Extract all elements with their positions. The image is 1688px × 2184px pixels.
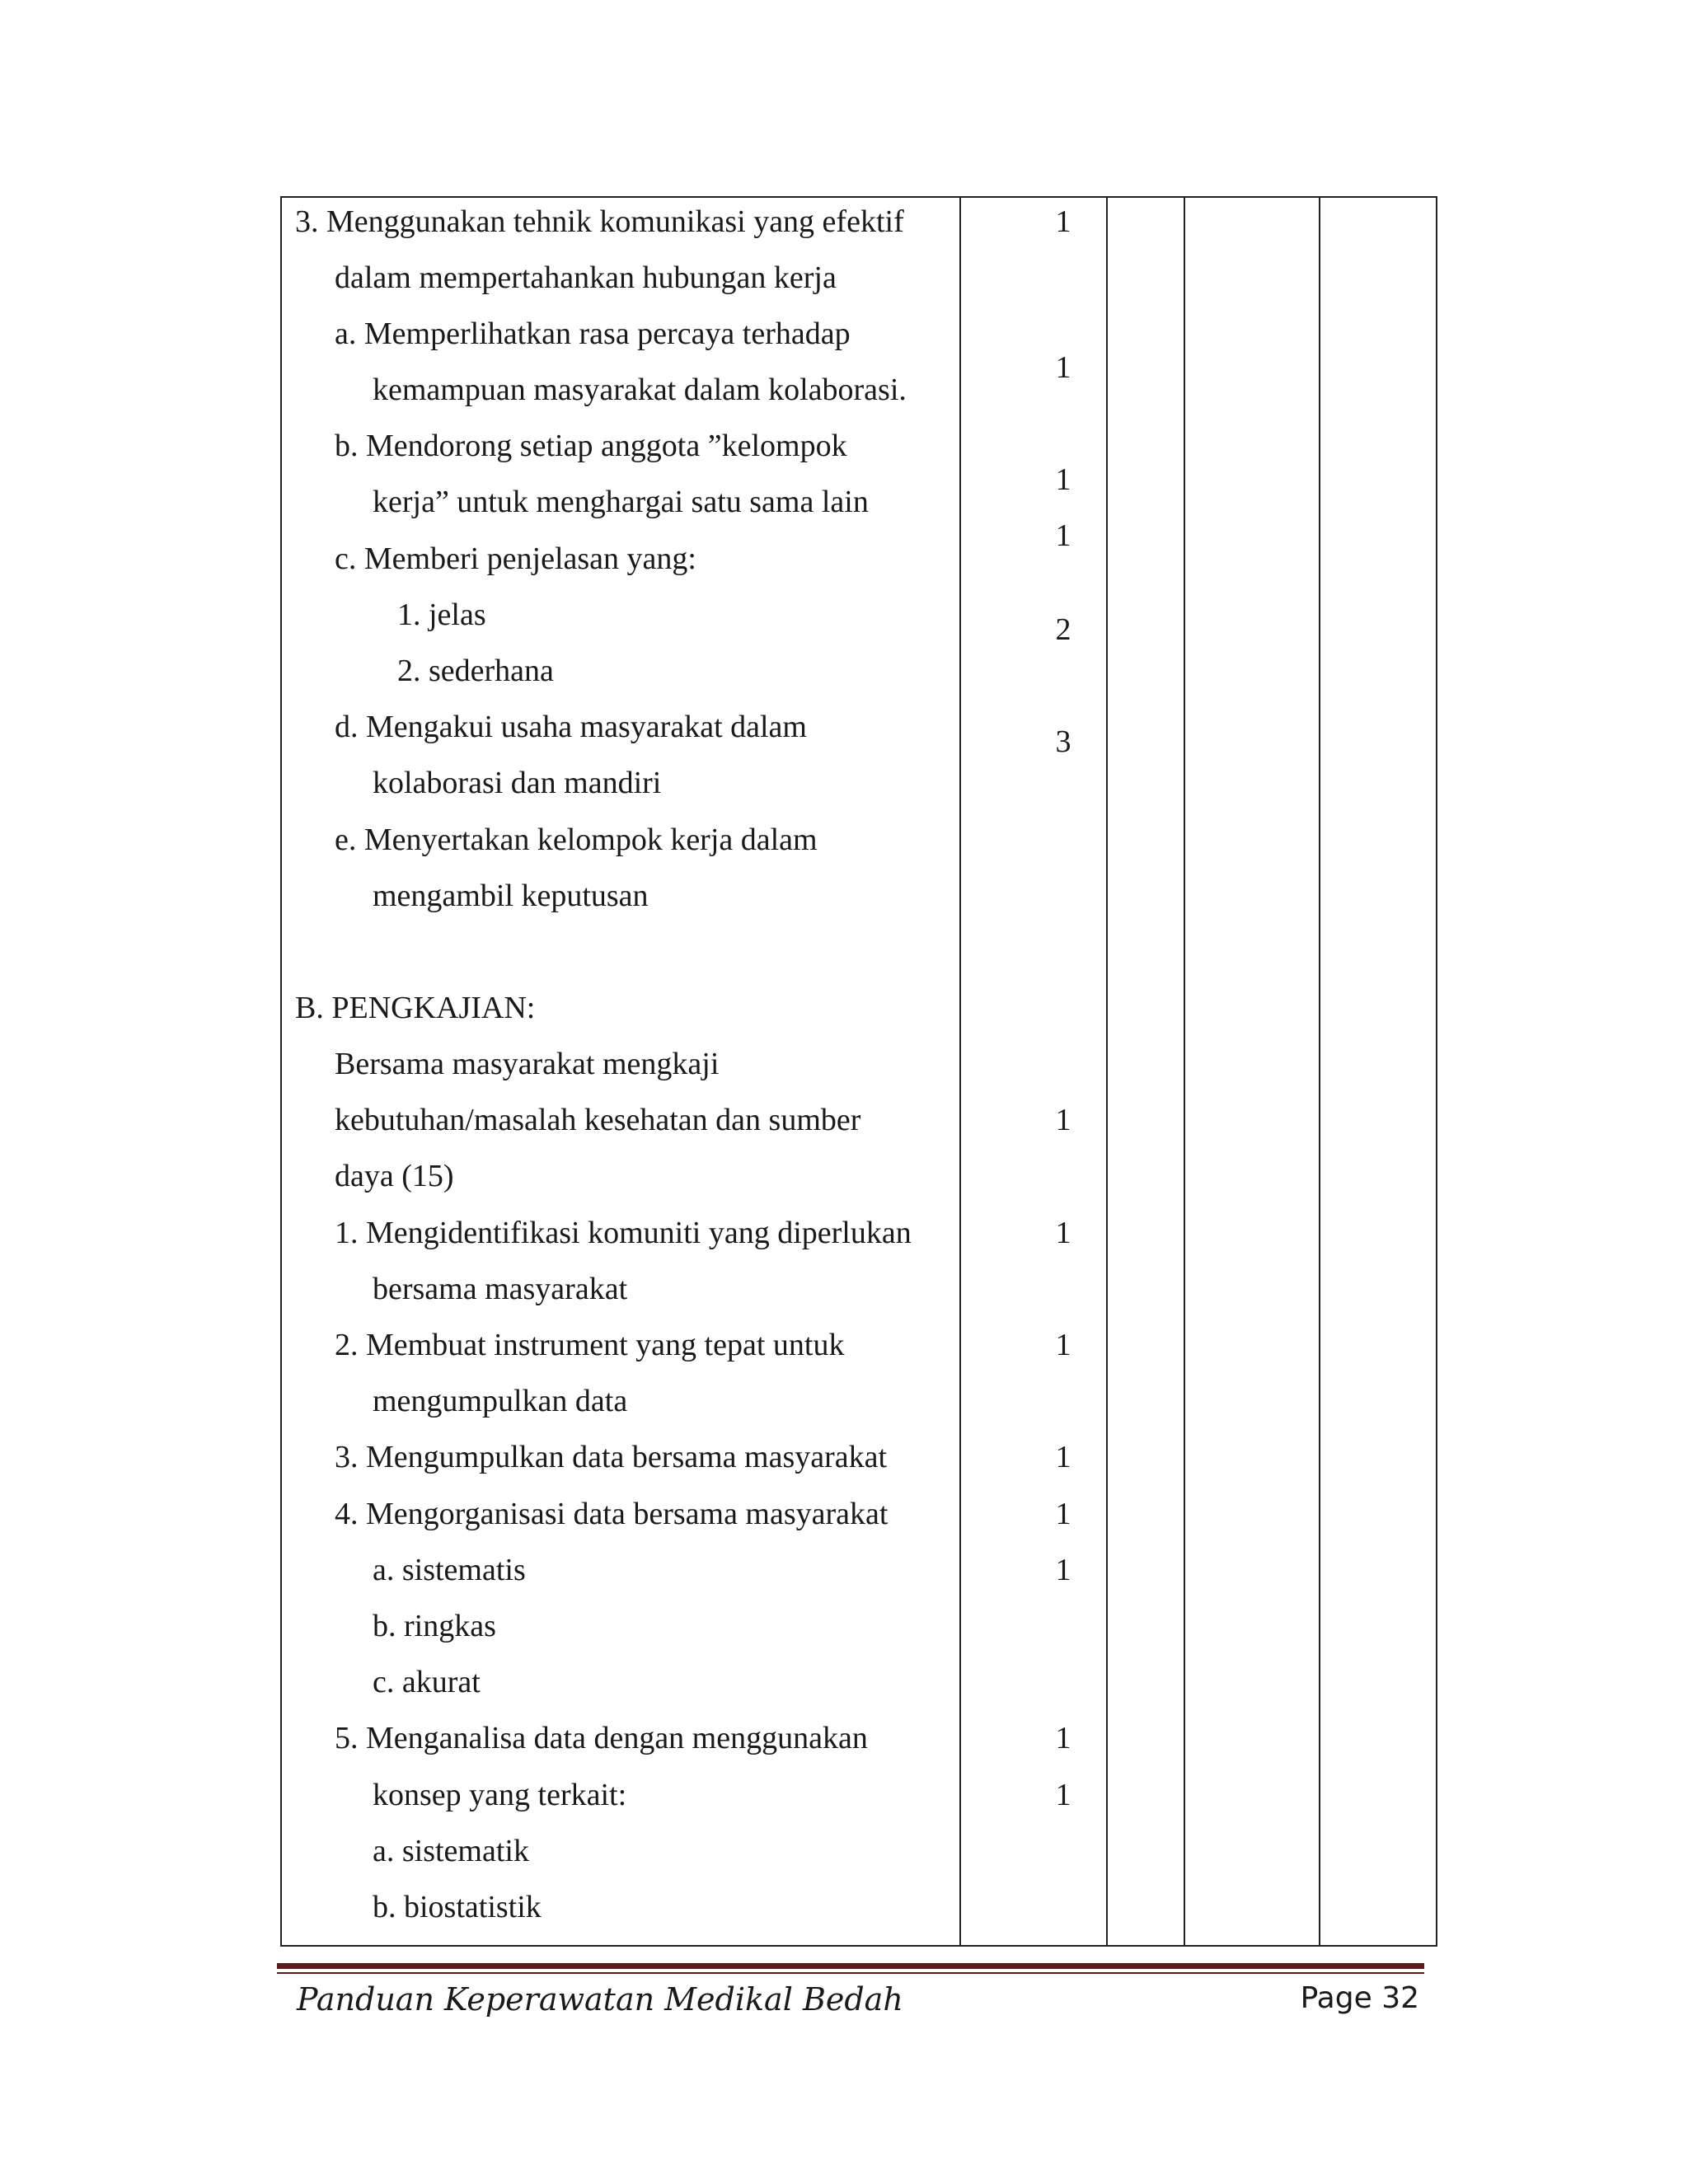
score-cell: 1 bbox=[1055, 1721, 1071, 1755]
score-cell: 2 bbox=[1055, 612, 1071, 647]
item-line: 1. jelas bbox=[397, 598, 486, 632]
item-line: 4. Mengorganisasi data bersama masyarakat bbox=[335, 1497, 889, 1531]
item-line: mengumpulkan data bbox=[373, 1384, 628, 1418]
footer-title: Panduan Keperawatan Medikal Bedah bbox=[297, 1981, 903, 2018]
score-cell: 1 bbox=[1055, 1440, 1071, 1474]
item-line: 2. Membuat instrument yang tepat untuk bbox=[335, 1328, 845, 1362]
score-cell: 1 bbox=[1055, 1216, 1071, 1250]
item-line: e. Menyertakan kelompok kerja dalam bbox=[335, 823, 818, 857]
item-line: kerja” untuk menghargai satu sama lain bbox=[373, 485, 869, 519]
score-cell: 1 bbox=[1055, 518, 1071, 553]
item-line: 3. Mengumpulkan data bersama masyarakat bbox=[335, 1440, 888, 1474]
item-line: kebutuhan/masalah kesehatan dan sumber bbox=[335, 1103, 861, 1137]
score-cell: 1 bbox=[1055, 1778, 1071, 1812]
item-line: c. akurat bbox=[373, 1665, 481, 1699]
score-cell: 1 bbox=[1055, 1103, 1071, 1137]
footer-rule bbox=[277, 1963, 1424, 1969]
item-line: konsep yang terkait: bbox=[373, 1778, 627, 1812]
page-number: Page 32 bbox=[1300, 1981, 1419, 2015]
score-cell: 1 bbox=[1055, 1553, 1071, 1587]
item-line: d. Mengakui usaha masyarakat dalam bbox=[335, 710, 807, 744]
item-line: 5. Menganalisa data dengan menggunakan bbox=[335, 1721, 868, 1755]
item-line: mengambil keputusan bbox=[373, 879, 649, 913]
item-line: kemampuan masyarakat dalam kolaborasi. bbox=[373, 373, 907, 407]
score-cell: 1 bbox=[1055, 204, 1071, 239]
item-line: kolaborasi dan mandiri bbox=[373, 766, 662, 800]
score-cell: 1 bbox=[1055, 350, 1071, 385]
footer-rule bbox=[277, 1972, 1424, 1974]
item-line: b. ringkas bbox=[373, 1609, 496, 1643]
item-line: daya (15) bbox=[335, 1159, 454, 1193]
item-line: dalam mempertahankan hubungan kerja bbox=[335, 260, 837, 295]
score-cell: 1 bbox=[1055, 1497, 1071, 1531]
item-line: 3. Menggunakan tehnik komunikasi yang efektif bbox=[295, 204, 904, 239]
score-cell: 1 bbox=[1055, 462, 1071, 497]
item-line: 2. sederhana bbox=[397, 654, 554, 688]
item-line: a. sistematis bbox=[373, 1553, 526, 1587]
column-divider bbox=[959, 198, 961, 1945]
score-cell: 3 bbox=[1055, 724, 1071, 759]
item-line: c. Memberi penjelasan yang: bbox=[335, 541, 696, 576]
item-line: a. sistematik bbox=[373, 1834, 529, 1868]
column-divider bbox=[1106, 198, 1108, 1945]
checklist-table bbox=[280, 196, 1437, 1947]
column-divider bbox=[1319, 198, 1320, 1945]
item-line: b. biostatistik bbox=[373, 1890, 542, 1924]
score-cell: 1 bbox=[1055, 1328, 1071, 1362]
item-line: bersama masyarakat bbox=[373, 1272, 628, 1306]
item-line: b. Mendorong setiap anggota ”kelompok bbox=[335, 429, 847, 463]
column-divider bbox=[1184, 198, 1185, 1945]
section-heading: B. PENGKAJIAN: bbox=[295, 991, 536, 1025]
item-line: 1. Mengidentifikasi komuniti yang diperlukan bbox=[335, 1216, 912, 1250]
item-line: a. Memperlihatkan rasa percaya terhadap bbox=[335, 316, 851, 351]
item-line: Bersama masyarakat mengkaji bbox=[335, 1047, 720, 1081]
